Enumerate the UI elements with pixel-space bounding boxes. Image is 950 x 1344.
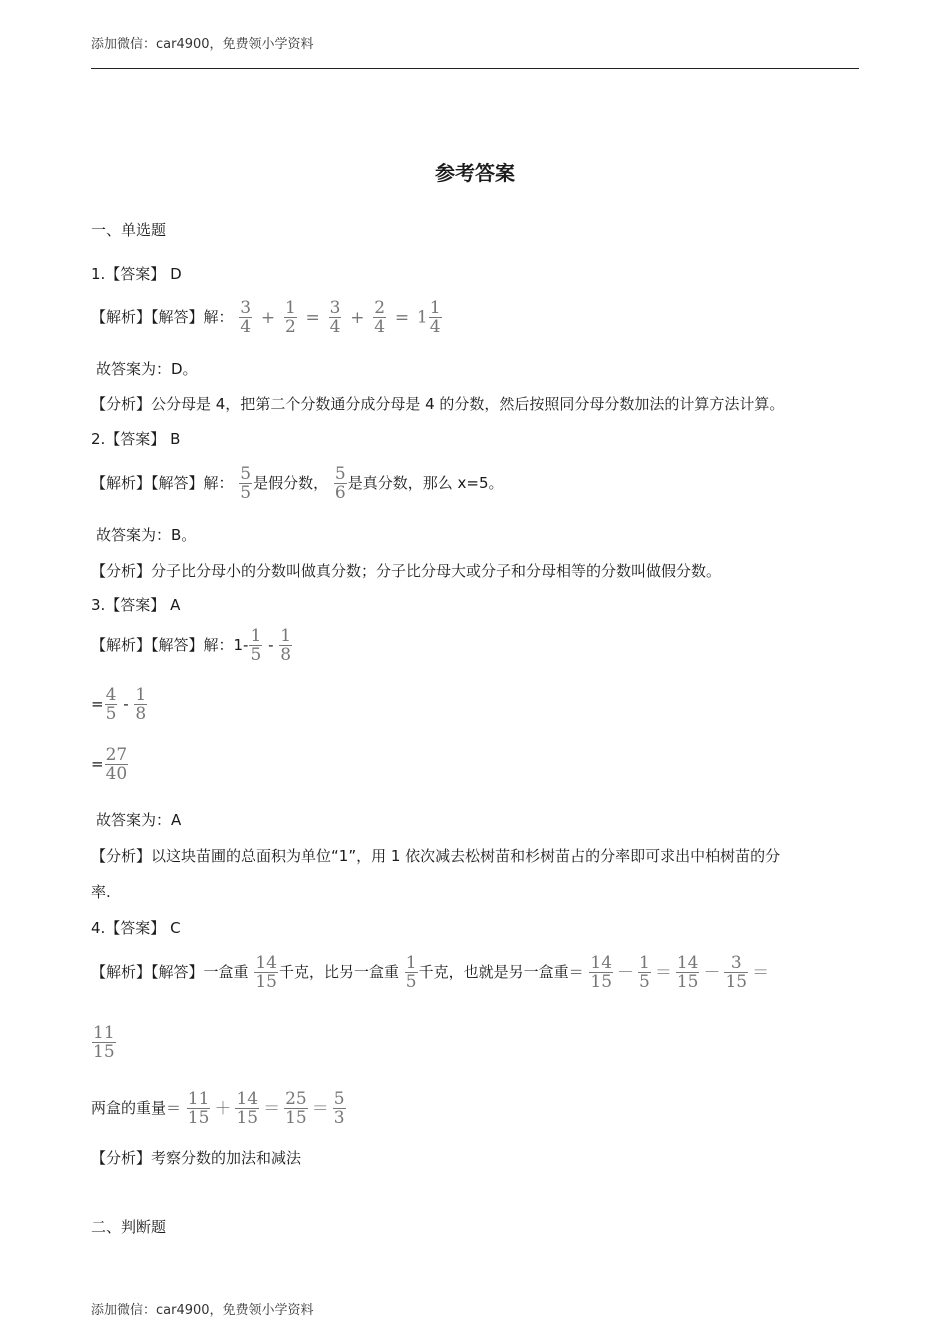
q4-fraction: $\frac{1}{5}$ [639, 953, 650, 992]
q1-mixed-whole: 1 [416, 307, 428, 328]
q1-conclusion: 故答案为：D。 [96, 360, 198, 378]
q4-op: ＝ [311, 1098, 329, 1119]
q4-fraction: $\frac{1}{5}$ [405, 953, 417, 992]
q2-fraction-2: $\frac{5}{6}$ [334, 464, 346, 503]
q4-text: 一盒重 [203, 963, 249, 981]
q4-fraction: $\frac{25}{15}$ [285, 1089, 307, 1128]
q2-label: 【解析】【解答】解： [91, 474, 234, 492]
q2-text: 是真分数，那么 x=5。 [347, 474, 504, 492]
q4-op: ＝ [752, 962, 770, 983]
q2-answer: 2.【答案】 B [91, 430, 181, 448]
q4-op: － [703, 962, 721, 983]
q4-text: 千克，也就是另一盒重＝ [418, 963, 584, 981]
q1-op: + [350, 307, 365, 328]
q3-fraction: $\frac{4}{5}$ [105, 685, 117, 724]
q4-label: 【解析】【解答】 [91, 963, 204, 981]
q4-op: ＝ [654, 962, 672, 983]
q3-eq: = [91, 755, 104, 773]
q3-fraction: $\frac{1}{8}$ [135, 685, 147, 724]
q4-op: ＋ [214, 1098, 232, 1119]
q3-minus: - [268, 636, 274, 654]
q4-fraction: $\frac{14}{15}$ [255, 953, 277, 992]
q1-analysis: 【分析】公分母是 4，把第二个分数通分成分母是 4 的分数，然后按照同分母分数加法的计算方法计算。 [91, 395, 785, 413]
q3-analysis-line1: 【分析】以这块苗圃的总面积为单位“1”，用 1 依次减去松树苗和杉树苗占的分率即可求出中柏树苗的分 [91, 847, 781, 865]
q1-fraction-1: $\frac{3}{4}$ [240, 298, 252, 337]
page-footer: 添加微信：car4900，免费领小学资料 [91, 1303, 314, 1318]
q4-analysis: 【分析】考察分数的加法和减法 [91, 1149, 302, 1167]
q2-explanation [91, 463, 504, 503]
q1-op: = [394, 307, 410, 328]
q1-fraction-4: $\frac{2}{4}$ [374, 298, 386, 337]
q3-conclusion: 故答案为：A [96, 811, 182, 829]
q4-fraction: $\frac{11}{15}$ [187, 1089, 210, 1128]
page-title: 参考答案 [435, 161, 515, 185]
q3-analysis-line2: 率. [91, 883, 111, 901]
q4-op: ＝ [263, 1098, 281, 1119]
q1-fraction-3: $\frac{3}{4}$ [329, 298, 341, 337]
q3-fraction: $\frac{1}{5}$ [250, 626, 262, 665]
q4-result [91, 1020, 117, 1064]
q3-explanation [91, 625, 293, 665]
q3-step2 [91, 684, 148, 724]
q3-fraction: $\frac{27}{40}$ [105, 745, 128, 784]
page-header: 添加微信：car4900，免费领小学资料 [91, 37, 314, 52]
q4-fraction: $\frac{14}{15}$ [590, 953, 613, 992]
q4-fraction: $\frac{5}{3}$ [333, 1089, 345, 1128]
q3-eq: = [91, 695, 104, 713]
q1-answer: 1.【答案】 D [91, 265, 182, 283]
q4-fraction: $\frac{11}{15}$ [93, 1023, 115, 1062]
section-true-false: 二、判断题 [91, 1218, 167, 1236]
q2-conclusion: 故答案为：B。 [96, 526, 197, 544]
section-single-choice: 一、单选题 [91, 221, 167, 239]
q4-op: － [617, 962, 635, 983]
q4-explanation [91, 950, 772, 995]
q1-explanation [91, 300, 443, 335]
q1-op: + [260, 307, 276, 328]
q2-analysis: 【分析】分子比分母小的分数叫做真分数；分子比分母大或分子和分母相等的分数叫做假分数。 [91, 562, 722, 580]
q4-fraction: $\frac{14}{15}$ [676, 953, 699, 992]
header-rule [91, 68, 859, 69]
q3-fraction: $\frac{1}{8}$ [280, 626, 292, 665]
q2-fraction-1: $\frac{5}{5}$ [240, 464, 252, 503]
q1-label: 【解析】【解答】解： [91, 308, 234, 326]
q3-minus: - [123, 695, 129, 713]
q4-fraction: $\frac{14}{15}$ [236, 1089, 259, 1128]
q4-text: 千克，比另一盒重 [278, 963, 399, 981]
q4-total-label: 两盒的重量＝ [91, 1099, 182, 1117]
q4-total [91, 1086, 347, 1131]
q4-answer: 4.【答案】 C [91, 919, 181, 937]
q1-op: = [305, 307, 320, 328]
q3-label: 【解析】【解答】解： [91, 636, 234, 654]
q3-answer: 3.【答案】 A [91, 596, 181, 614]
q3-prefix: 1- [233, 636, 249, 654]
q2-text: 是假分数， [253, 474, 329, 492]
q4-fraction: $\frac{3}{15}$ [725, 953, 748, 992]
q1-fraction-2: $\frac{1}{2}$ [284, 298, 296, 337]
q3-step3 [91, 744, 129, 784]
q1-fraction-5: $\frac{1}{4}$ [429, 298, 441, 337]
